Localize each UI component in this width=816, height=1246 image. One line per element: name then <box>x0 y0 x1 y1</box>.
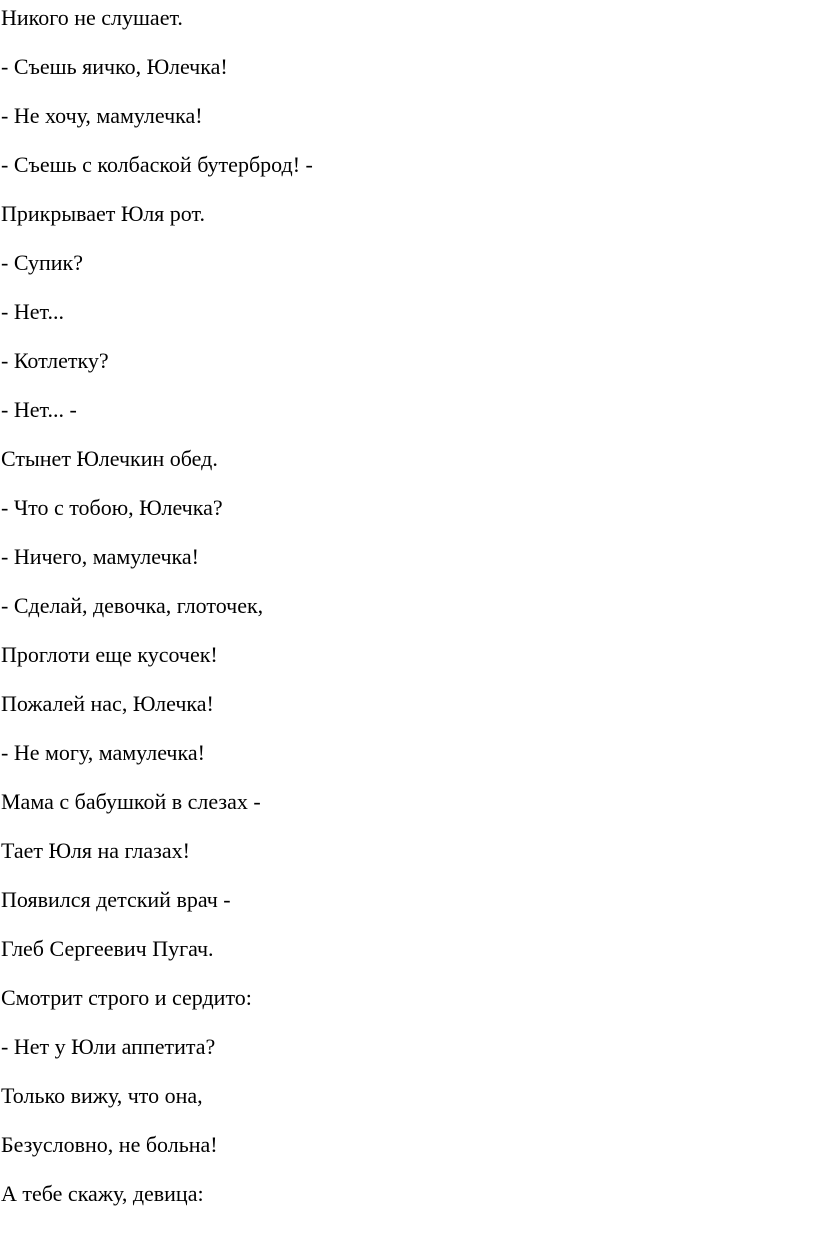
text-line: Пожалей нас, Юлечка! <box>1 691 214 716</box>
text-line: Смотрит строго и сердито: <box>1 985 252 1010</box>
text-line: - Нет... <box>1 299 64 324</box>
text-line: Мама с бабушкой в слезах - <box>1 789 261 814</box>
text-line: - Съешь с колбаской бутерброд! - <box>1 152 313 177</box>
text-line: Безусловно, не больна! <box>1 1132 218 1157</box>
text-line: - Нет... - <box>1 397 77 422</box>
text-line: Прикрывает Юля рот. <box>1 201 205 226</box>
text-line: Глеб Сергеевич Пугач. <box>1 936 214 961</box>
text-line: - Супик? <box>1 250 83 275</box>
text-line: - Нет у Юли аппетита? <box>1 1034 216 1059</box>
text-line: Тает Юля на глазах! <box>1 838 190 863</box>
text-line: Появился детский врач - <box>1 887 231 912</box>
text-line: Стынет Юлечкин обед. <box>1 446 218 471</box>
text-line: - Не хочу, мамулечка! <box>1 103 203 128</box>
text-line: Проглоти еще кусочек! <box>1 642 218 667</box>
text-line: А тебе скажу, девица: <box>1 1181 204 1206</box>
text-line: - Ничего, мамулечка! <box>1 544 199 569</box>
text-line: Только вижу, что она, <box>1 1083 203 1108</box>
text-line: - Сделай, девочка, глоточек, <box>1 593 264 618</box>
text-line: - Не могу, мамулечка! <box>1 740 205 765</box>
text-line: - Котлетку? <box>1 348 109 373</box>
text-line: - Что с тобою, Юлечка? <box>1 495 223 520</box>
text-line: - Съешь яичко, Юлечка! <box>1 54 228 79</box>
text-line: Никого не слушает. <box>1 5 183 30</box>
